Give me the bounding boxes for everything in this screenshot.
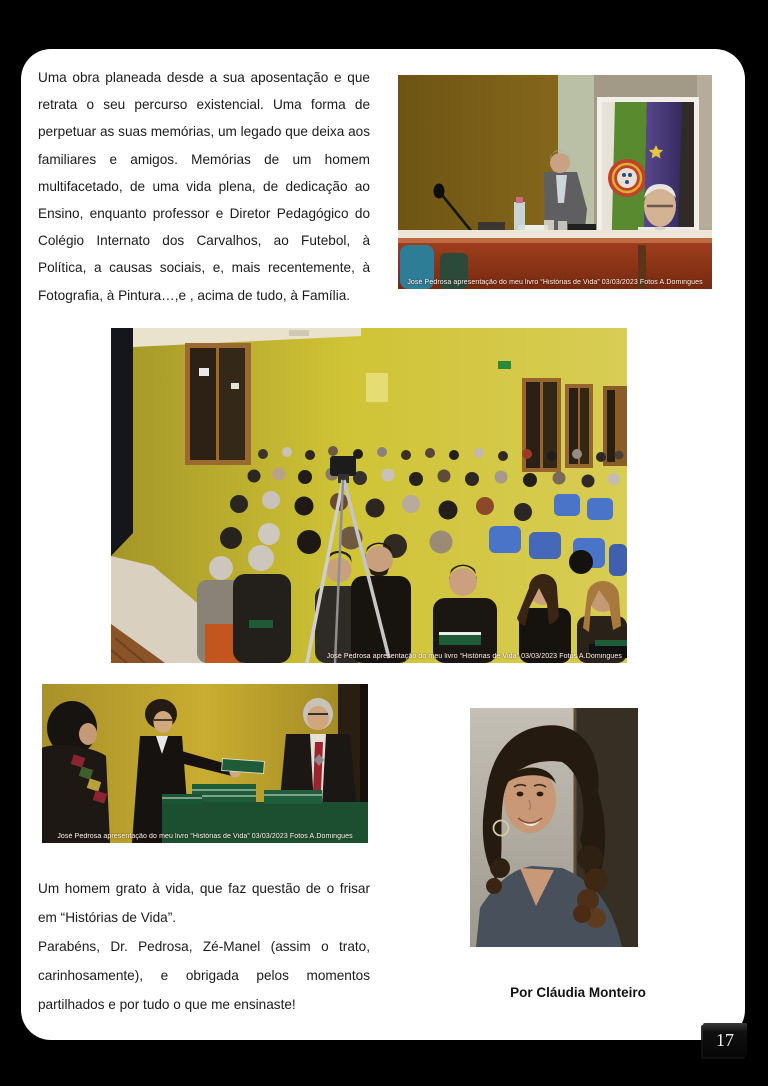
intro-paragraph-text: Uma obra planeada desde a sua aposentação e que retrata o seu percurso existencial. Uma forma de perpetuar as suas memórias, um legado que deixa aos familiares e amigos. Memórias de um homem multifacetado, de uma vida plena, de dedicação ao Ensino, enquanto professor e Diretor Pedagógico do Colégio Internato dos Carvalhos, ao Futebol, à Política, a causas sociais, e, mais recentemente, à Fotografia, à Pintura…,e , acima de tudo, à Família.: [38, 70, 370, 303]
closing-paragraph-2: Parabéns, Dr. Pedrosa, Zé-Manel (assim o trato, carinhosamente), e obrigada pelos momentos partilhados e por tudo o que me ensinaste!: [38, 939, 370, 1012]
photo-audience-caption: José Pedrosa apresentação do meu livro “Histórias de Vida” 03/03/2023 Fotos A.Domingues: [326, 653, 622, 660]
author-byline: Por Cláudia Monteiro: [510, 985, 646, 1000]
closing-paragraph-1: Um homem grato à vida, que faz questão de o frisar em “Histórias de Vida”.: [38, 881, 370, 925]
photo-handover: [42, 684, 368, 843]
photo-podium: [398, 75, 712, 289]
handover-photo-illustration: [42, 684, 368, 843]
intro-paragraph: [38, 64, 370, 309]
photo-handover-caption: José Pedrosa apresentação do meu livro “Histórias de Vida” 03/03/2023 Fotos A.Domingues: [57, 833, 353, 840]
photo-portrait-claudia: [470, 708, 638, 947]
podium-photo-illustration: [398, 75, 712, 289]
portrait-photo-illustration: [470, 708, 638, 947]
closing-paragraphs: [38, 874, 370, 1019]
photo-podium-caption: José Pedrosa apresentação do meu livro “Histórias de Vida” 03/03/2023 Fotos A.Domingues: [407, 279, 703, 286]
audience-photo-illustration: [111, 328, 627, 663]
photo-audience: [111, 328, 627, 663]
page-paper: [21, 49, 745, 1040]
page-number-tab: [703, 1023, 747, 1057]
page-number: 17: [716, 1029, 734, 1050]
